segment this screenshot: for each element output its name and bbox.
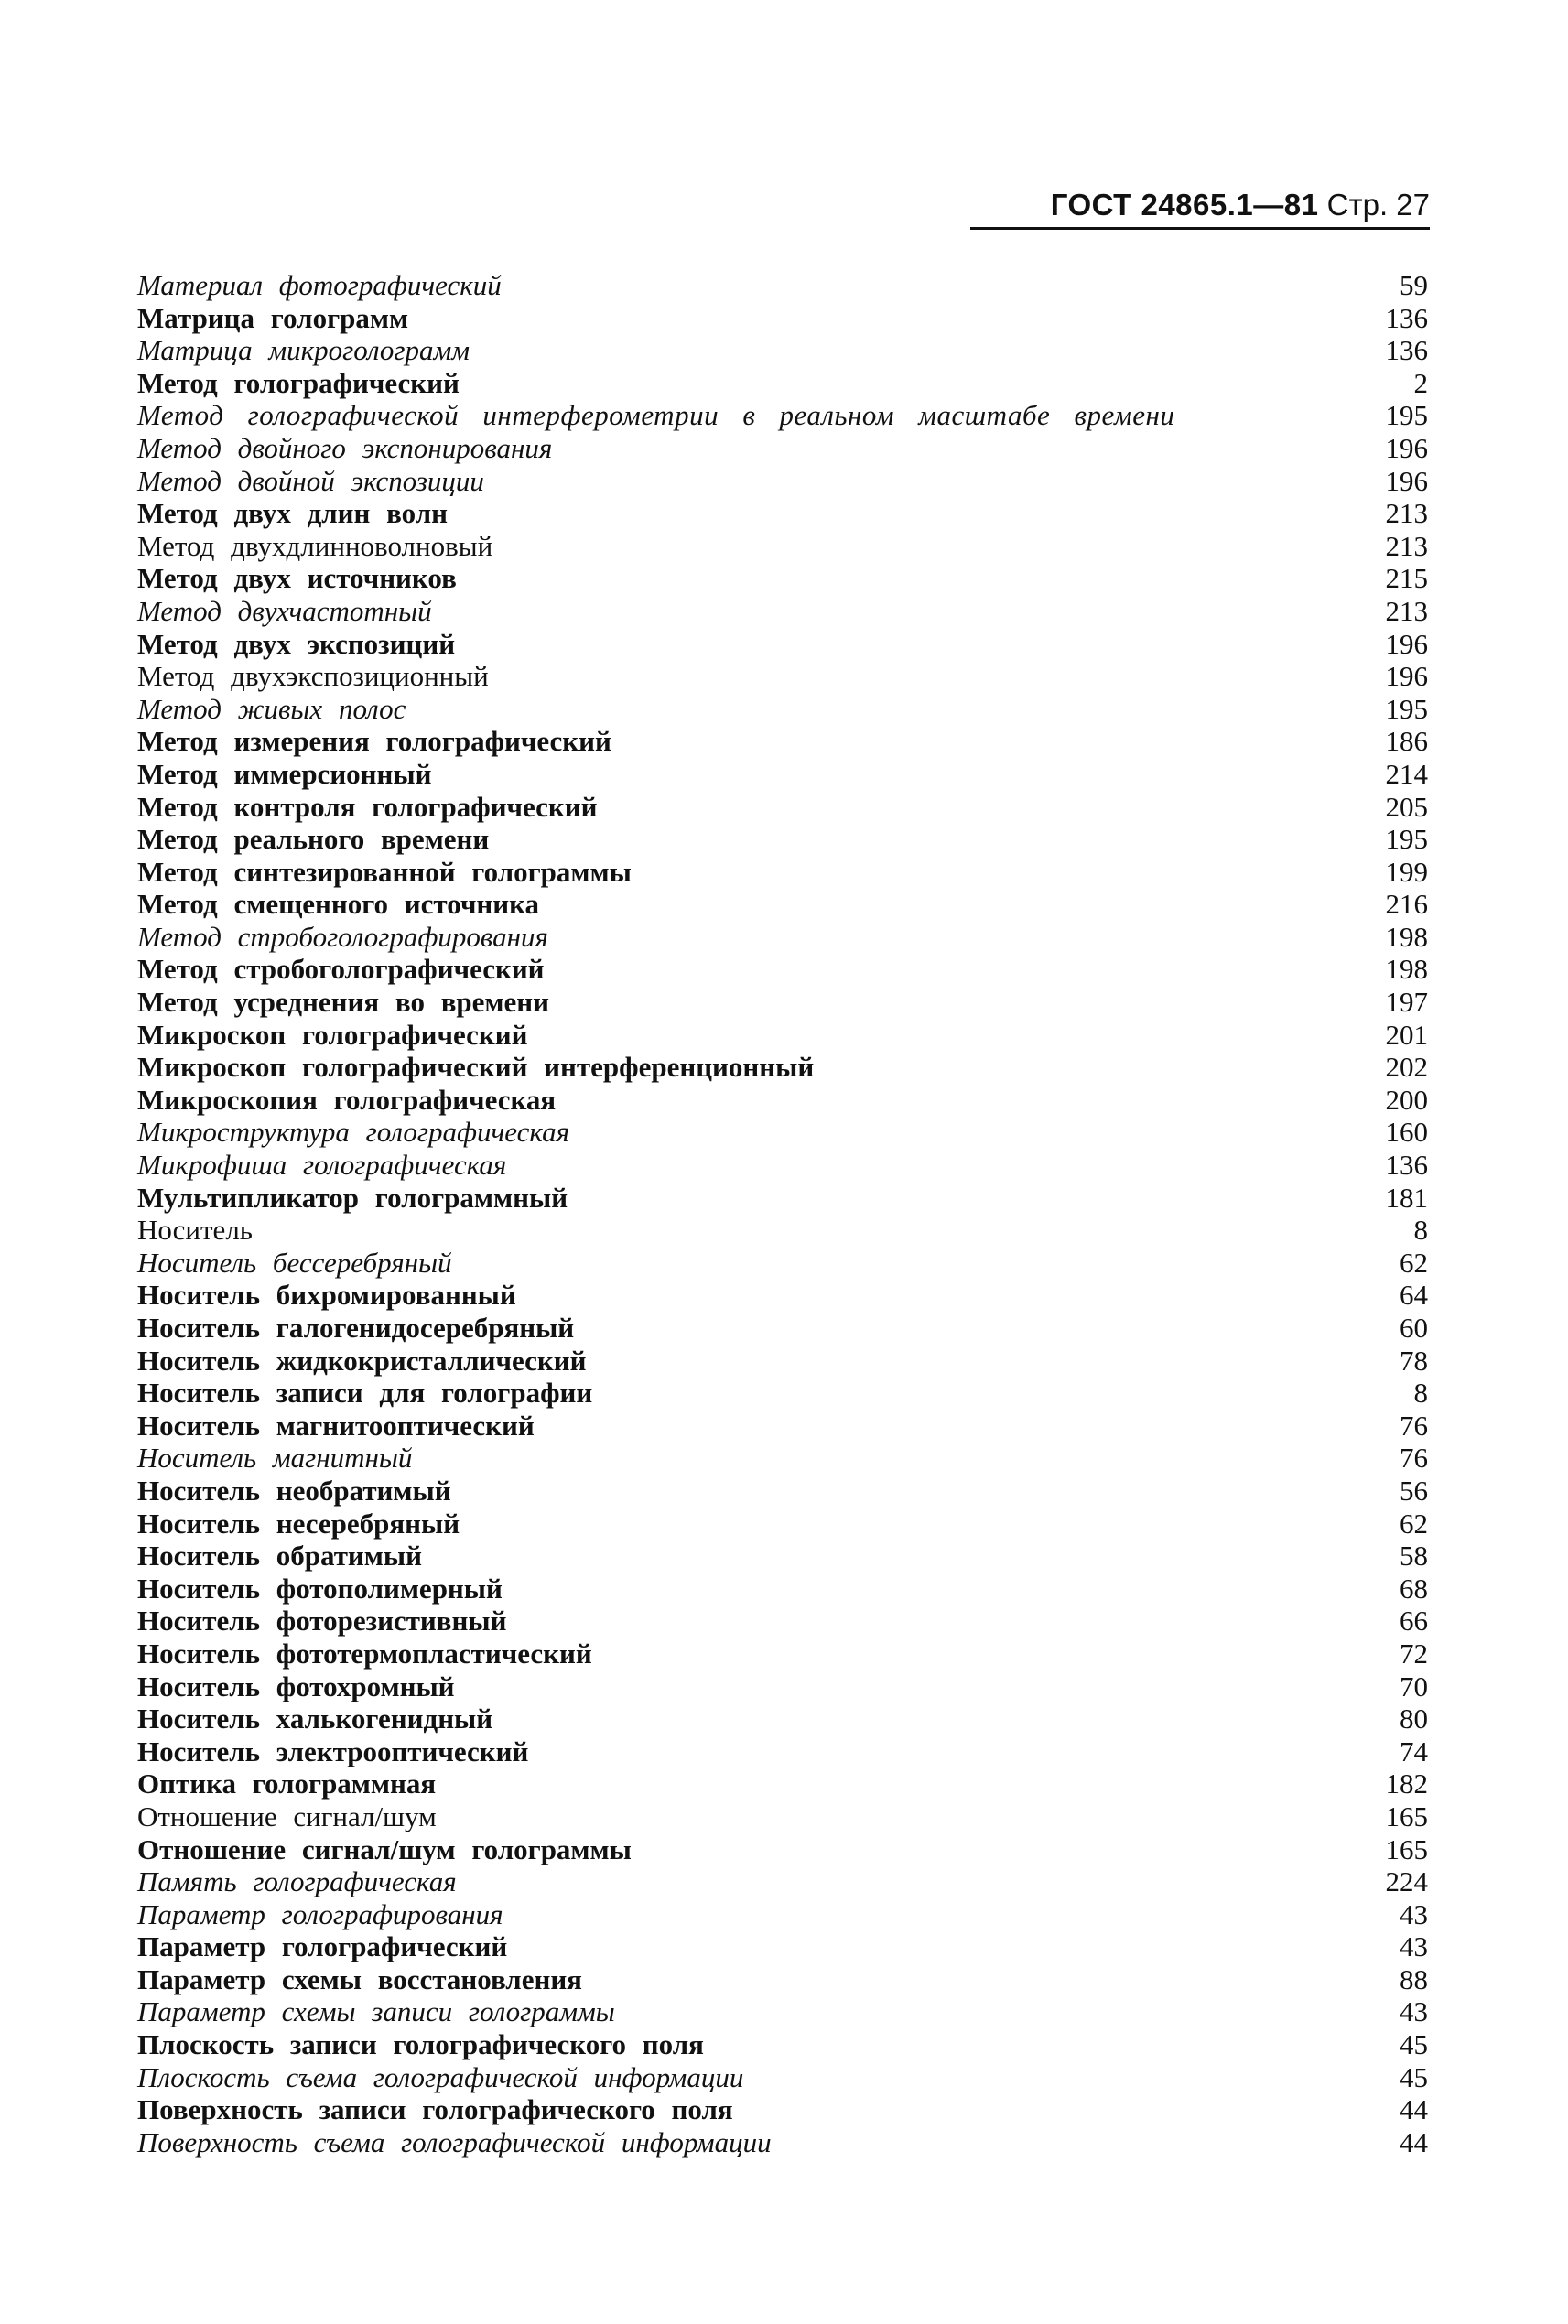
entry-term: Микроскоп голографический интерференционный (137, 1051, 815, 1084)
entry-page-number: 200 (1385, 1083, 1428, 1116)
index-entry (137, 269, 1428, 302)
index-entry (137, 1214, 1428, 1247)
entry-page-number: 201 (1385, 1018, 1428, 1051)
entry-term: Микроскоп голографический (137, 1018, 528, 1051)
index-entry (137, 399, 1428, 432)
entry-page-number: 196 (1385, 660, 1428, 693)
entry-term: Матрица голограмм (137, 301, 409, 334)
entry-page-number: 215 (1385, 562, 1428, 595)
index-entry (137, 1670, 1428, 1703)
index-entry (137, 660, 1428, 693)
index-entry (137, 1377, 1428, 1410)
index-entry (137, 1638, 1428, 1670)
index-entry (137, 497, 1428, 530)
index-entry (137, 595, 1428, 628)
entry-page-number: 186 (1385, 725, 1428, 758)
index-entry (137, 1279, 1428, 1312)
index-entry (137, 1345, 1428, 1378)
standard-number: ГОСТ 24865.1—81 (1050, 188, 1319, 222)
index-entry (137, 1898, 1428, 1931)
index-entry (137, 953, 1428, 986)
index-entry (137, 1833, 1428, 1866)
entry-page-number: 8 (1413, 1214, 1428, 1247)
index-entry (137, 1051, 1428, 1084)
entry-term: Материал фотографический (137, 269, 502, 301)
entry-page-number: 196 (1385, 627, 1428, 660)
entry-page-number: 76 (1400, 1442, 1428, 1475)
entry-page-number: 160 (1385, 1116, 1428, 1149)
index-entry (137, 1116, 1428, 1149)
index-entry (137, 1084, 1428, 1117)
entry-term: Носитель магнитный (137, 1442, 413, 1475)
index-entry (137, 367, 1428, 400)
entry-page-number: 181 (1385, 1181, 1428, 1214)
entry-term: Носитель электрооптический (137, 1735, 529, 1767)
entry-term: Метод голографической интерферометрии в реальном масштабе времени (137, 399, 1175, 432)
entry-page-number: 45 (1400, 2028, 1428, 2061)
entry-term: Носитель (137, 1214, 253, 1247)
entry-page-number: 195 (1385, 692, 1428, 725)
entry-term: Носитель фотохромный (137, 1670, 455, 1702)
entry-page-number: 136 (1385, 301, 1428, 334)
entry-page-number: 78 (1400, 1344, 1428, 1377)
entry-term: Поверхность записи голографического поля (137, 2093, 733, 2126)
index-entry (137, 1963, 1428, 1996)
entry-term: Метод измерения голографический (137, 725, 611, 758)
entry-page-number: 76 (1400, 1409, 1428, 1442)
index-entry (137, 1702, 1428, 1735)
index-entry (137, 628, 1428, 661)
entry-term: Оптика голограммная (137, 1767, 437, 1800)
index-entry (137, 1605, 1428, 1638)
entry-page-number: 165 (1385, 1832, 1428, 1865)
index-entry (137, 758, 1428, 791)
index-entry (137, 725, 1428, 758)
entry-term: Поверхность съема голографической информации (137, 2125, 772, 2158)
index-entry (137, 1149, 1428, 1182)
entry-term: Метод двухэкспозиционный (137, 660, 489, 693)
entry-term: Микроструктура голографическая (137, 1116, 569, 1149)
entry-term: Метод иммерсионный (137, 757, 432, 790)
entry-page-number: 56 (1400, 1474, 1428, 1507)
index-entry (137, 888, 1428, 921)
index-entry (137, 1865, 1428, 1898)
entry-page-number: 213 (1385, 594, 1428, 627)
index-entry (137, 1410, 1428, 1443)
entry-page-number: 202 (1385, 1051, 1428, 1084)
index-entry (137, 465, 1428, 498)
index-entry (137, 693, 1428, 726)
index-entry (137, 334, 1428, 367)
entry-page-number: 62 (1400, 1507, 1428, 1540)
entry-term: Метод стробоголографирования (137, 920, 548, 953)
index-entry (137, 1442, 1428, 1475)
entry-term: Метод двух длин волн (137, 497, 449, 530)
entry-term: Параметр голографический (137, 1930, 508, 1963)
entry-term: Память голографическая (137, 1865, 457, 1898)
entry-page-number: 74 (1400, 1735, 1428, 1767)
index-entry (137, 1019, 1428, 1052)
entry-term: Носитель фоторезистивный (137, 1605, 507, 1638)
entry-page-number: 205 (1385, 790, 1428, 823)
entry-page-number: 197 (1385, 986, 1428, 1019)
entry-page-number: 182 (1385, 1767, 1428, 1800)
index-entry (137, 1930, 1428, 1963)
entry-page-number: 214 (1385, 757, 1428, 790)
page-number-label: Стр. 27 (1326, 188, 1430, 222)
entry-term: Носитель необратимый (137, 1474, 451, 1507)
entry-page-number: 213 (1385, 529, 1428, 562)
entry-page-number: 45 (1400, 2060, 1428, 2093)
entry-page-number: 60 (1400, 1312, 1428, 1344)
entry-term: Метод живых полос (137, 692, 406, 725)
entry-term: Носитель фототермопластический (137, 1637, 592, 1670)
page-header (970, 187, 1430, 232)
index-entry (137, 2061, 1428, 2094)
entry-term: Метод двойного экспонирования (137, 431, 553, 464)
index-entry (137, 1540, 1428, 1573)
entry-page-number: 44 (1400, 2125, 1428, 2158)
index-entry (137, 1573, 1428, 1605)
entry-page-number: 43 (1400, 1897, 1428, 1930)
entry-term: Микроскопия голографическая (137, 1083, 557, 1116)
entry-page-number: 8 (1413, 1377, 1428, 1410)
entry-term: Метод двух экспозиций (137, 627, 456, 660)
entry-page-number: 213 (1385, 497, 1428, 530)
entry-page-number: 43 (1400, 1930, 1428, 1963)
entry-page-number: 198 (1385, 920, 1428, 953)
entry-term: Параметр голографирования (137, 1897, 503, 1930)
index-entry (137, 823, 1428, 856)
entry-term: Носитель несеребряный (137, 1507, 460, 1540)
index-entry (137, 530, 1428, 563)
entry-term: Метод контроля голографический (137, 790, 598, 823)
entry-page-number: 2 (1413, 366, 1428, 399)
index-entry (137, 2028, 1428, 2061)
entry-term: Метод синтезированной голограммы (137, 855, 632, 888)
index-entry (137, 1475, 1428, 1508)
entry-page-number: 66 (1400, 1605, 1428, 1638)
entry-term: Носитель обратимый (137, 1540, 422, 1573)
entry-term: Метод усреднения во времени (137, 986, 550, 1019)
index-entry (137, 921, 1428, 954)
entry-page-number: 43 (1400, 1995, 1428, 2028)
index-entry (137, 302, 1428, 335)
entry-term: Мультипликатор голограммный (137, 1181, 568, 1214)
index-entry (137, 791, 1428, 824)
entry-term: Матрица микроголограмм (137, 334, 470, 367)
index-entry (137, 2093, 1428, 2126)
index-entry (137, 1508, 1428, 1540)
index-entry (137, 1312, 1428, 1345)
entry-term: Носитель магнитооптический (137, 1409, 535, 1442)
index-entry (137, 986, 1428, 1019)
entry-term: Плоскость съема голографической информации (137, 2060, 744, 2093)
entry-page-number: 62 (1400, 1246, 1428, 1279)
index-entry (137, 1800, 1428, 1833)
entry-page-number: 58 (1400, 1540, 1428, 1573)
index-list (137, 269, 1428, 2158)
entry-page-number: 199 (1385, 855, 1428, 888)
entry-term: Плоскость записи голографического поля (137, 2028, 704, 2061)
entry-term: Отношение сигнал/шум голограммы (137, 1832, 632, 1865)
entry-page-number: 88 (1400, 1962, 1428, 1995)
entry-term: Носитель жидкокристаллический (137, 1344, 587, 1377)
entry-page-number: 64 (1400, 1279, 1428, 1312)
entry-term: Носитель фотополимерный (137, 1572, 503, 1605)
entry-term: Метод голографический (137, 366, 460, 399)
entry-term: Метод двух источников (137, 562, 457, 595)
entry-term: Микрофиша голографическая (137, 1149, 507, 1182)
index-entry (137, 1247, 1428, 1280)
index-entry (137, 562, 1428, 595)
index-entry (137, 1995, 1428, 2028)
index-entry (137, 856, 1428, 889)
entry-term: Метод двухчастотный (137, 594, 432, 627)
entry-page-number: 72 (1400, 1637, 1428, 1670)
entry-page-number: 70 (1400, 1670, 1428, 1702)
entry-term: Носитель бессеребряный (137, 1246, 452, 1279)
entry-page-number: 196 (1385, 431, 1428, 464)
entry-page-number: 44 (1400, 2093, 1428, 2126)
index-entry (137, 1735, 1428, 1768)
entry-page-number: 136 (1385, 334, 1428, 367)
entry-term: Параметр схемы восстановления (137, 1962, 582, 1995)
entry-page-number: 224 (1385, 1865, 1428, 1898)
entry-page-number: 195 (1385, 823, 1428, 856)
entry-page-number: 196 (1385, 464, 1428, 497)
entry-term: Отношение сигнал/шум (137, 1800, 437, 1832)
entry-term: Носитель записи для голографии (137, 1377, 593, 1410)
index-entry (137, 1767, 1428, 1800)
entry-term: Метод стробоголографический (137, 953, 545, 986)
index-entry (137, 2126, 1428, 2159)
entry-page-number: 136 (1385, 1149, 1428, 1182)
entry-page-number: 216 (1385, 888, 1428, 921)
entry-term: Метод двойной экспозиции (137, 464, 484, 497)
entry-term: Параметр схемы записи голограммы (137, 1995, 615, 2028)
entry-term: Метод смещенного источника (137, 888, 540, 921)
entry-page-number: 165 (1385, 1800, 1428, 1832)
entry-term: Метод реального времени (137, 823, 490, 856)
entry-page-number: 198 (1385, 953, 1428, 986)
index-entry (137, 1182, 1428, 1215)
entry-term: Носитель галогенидосеребряный (137, 1312, 575, 1344)
header-rule (970, 227, 1430, 230)
entry-page-number: 68 (1400, 1572, 1428, 1605)
entry-term: Носитель бихромированный (137, 1279, 516, 1312)
index-entry (137, 432, 1428, 465)
entry-term: Метод двухдлинноволновый (137, 529, 493, 562)
entry-page-number: 80 (1400, 1702, 1428, 1735)
entry-term: Носитель халькогенидный (137, 1702, 493, 1735)
entry-page-number: 195 (1385, 399, 1428, 432)
entry-page-number: 59 (1400, 269, 1428, 301)
